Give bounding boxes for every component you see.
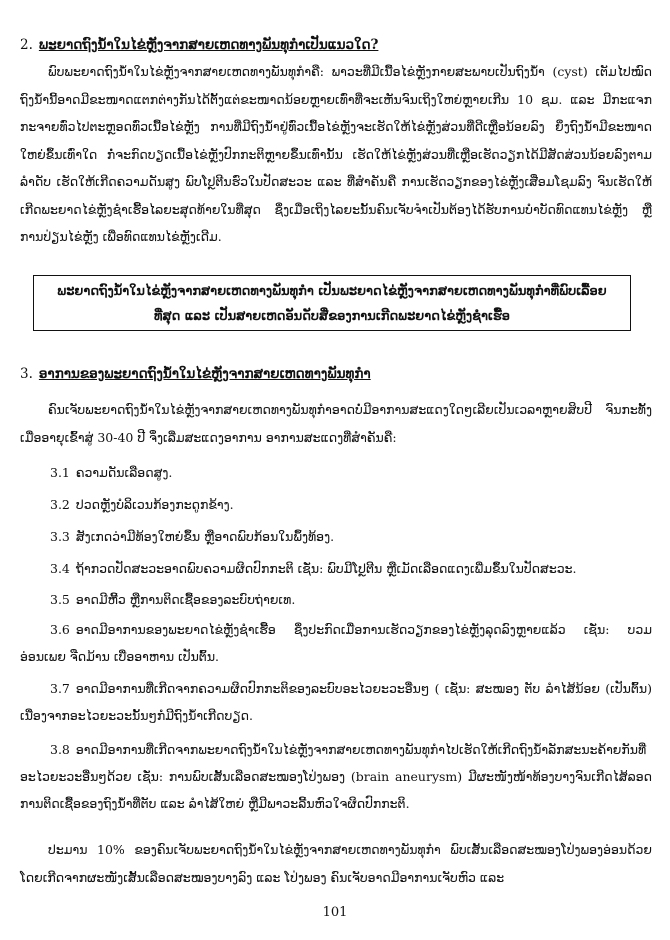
section-2-heading: [20, 35, 650, 55]
section-2-paragraph: ພົບພະຍາດຖົງນ້ຳໃນໄຂ່ຫຼັງຈາກສາຍເຫດທາງພັນທຸກຳຄື: ພາວະທີ່ມີເນື້ອໄຂ່ຫຼັງກາຍສະພາບເປັນຖົງນ້ຳ (cyst) ເຕັມໄປໝົດ ຖົງນ້ຳນີ້ອາດມີຂະໜາດແຕກຕ່າງກັນໄດ້ຕັ້ງແຕ່ຂະໜາດນ້ອຍຫຼາຍເທົ່າທີ່ຈະເຫັນຈົນເຖິງໃຫຍ່ຫຼາຍເກີນ 10 ຊມ. ແລະ ມີກະແຈກກະຈາຍທົ່ວໄປຕະຫຼອດທົ່ວເນື້ອໄຂ່ຫຼັງ ການທີ່ມີຖົງນ້ຳຢູ່ທົ່ວເນື້ອໄຂ່ຫຼັງຈະເຮັດໃຫ້ໄຂ່ຫຼັງສ່ວນທີ່ດີເຫຼືອນ້ອຍລົງ ຍິ່ງຖົງນ້ຳມີຂະໜາດໃຫຍ່ຂຶ້ນເທົ່າໃດ ກໍ່ຈະກົດບຽດເນື້ອໄຂ່ຫຼັງປົກກະຕິຫຼາຍຂຶ້ນເທົ່ານັ້ນ ເຮັດໃຫ້ໄຂ່ຫຼັງສ່ວນທີ່ເຫຼືອເຮັດວຽກໄດ້ມີສັດສ່ວນນ້ອຍລົງຕາມລຳດັບ ເຮັດໃຫ້ເກີດຄວາມດັນສູງ ພົບໂປຼຕີນຮົ່ວໃນປັດສະວະ ແລະ ທີ່ສຳຄັນຄື ການເຮັດວຽກຂອງໄຂ່ຫຼັງເສື່ອມໂຊມລົງ ຈົນເຮັດໃຫ້ເກີດພະຍາດໄຂ່ຫຼັງຊຳເຮື້ອໄລຍະສຸດທ້າຍໃນທີ່ສຸດ ຊຶ່ງເມື່ອເຖິງໄລຍະນັ້ນຄົນເຈັບຈຳເປັນຕ້ອງໄດ້ຮັບການບຳບັດທົດແທນໄຂ່ຫຼັງ ຫຼືການປ່ຽນໄຂ່ຫຼັງ ເພື່ອທົດແທນໄຂ່ຫຼັງເດີມ.: [20, 64, 652, 244]
list-item: 3.3 ສັງເກດວ່າມີທ້ອງໃຫຍ່ຂຶ້ນ ຫຼືອາດພົບກ້ອນໃນພຶ້ງທ້ອງ.: [50, 529, 335, 544]
list-item: 3.5 ອາດມີຫີ້ວ ຫຼືການຕິດເຊື້ອຂອງລະບົບຖ່າຍເທ.: [50, 592, 296, 607]
highlight-box-line-2: ທີ່ສຸດ ແລະ ເປັນສາຍເຫດອັນດັບສີ່ຂອງການເກີດພະຍາດໄຂ່ຫຼັງຊຳເຮື້ອ: [153, 309, 511, 324]
list-item: 3.2 ປວດຫຼັງບໍລິເວນກ້ອງກະດູກຂ້າງ.: [50, 497, 234, 512]
section-3-title: ອາການຂອງພະຍາດຖົງນ້ຳໃນໄຂ່ຫຼັງຈາກສາຍເຫດທາງພັນທຸກຳ: [38, 366, 371, 382]
section-3-heading: [20, 364, 650, 384]
section-3-closing: ປະມານ 10% ຂອງຄົນເຈັບພະຍາດຖົງນ້ຳໃນໄຂ່ຫຼັງຈາກສາຍເຫດທາງພັນທຸກຳ ພົບເສັ້ນເລືອດສະໝອງໂປ່ງພອງອ່ອນດ້ວຍ ໂດຍເກີດຈາກຜະໜັງເສັ້ນເລືອດສະໝອງບາງລົງ ແລະ ໂປ່ງພອງ ຄົນເຈັບອາດມີອາການເຈັບຫົວ ແລະ: [20, 842, 652, 885]
list-item: 3.1 ຄວາມດັນເລືອດສູງ.: [50, 465, 173, 480]
list-item: 3.6 ອາດມີອາການຂອງພະຍາດໄຂ່ຫຼັງຊຳເຮື້ອ ຊຶ່ງປະກົດເມື່ອການເຮັດວຽກຂອງໄຂ່ຫຼັງລຸດລົງຫຼາຍແລ້ວ ເຊັ່ນ: ບວມ ອ່ອນເພຍ ຈືດມ້ານ ເບື່ອອາຫານ ເປັນຕົ້ນ.: [20, 622, 652, 664]
list-item: 3.8 ອາດມີອາການທີ່ເກີດຈາກພະຍາດຖົງນ້ຳໃນໄຂ່ຫຼັງຈາກສາຍເຫດທາງພັນທຸກຳໄປເຮັດໃຫ້ເກີດຖົງນ້ຳລັກສະນະຄ້າຍກັນທີ່ອະໄວຍະວະອື່ນໆດ້ວຍ ເຊັ່ນ: ການພົບເສັ້ນເລືອດສະໝອງໂປ່ງພອງ (brain aneurysm) ມີຜະໜັງໜ້າທ້ອງບາງຈົນເກີດໄສ້ລອດ ການຕິດເຊື້ອຂອງຖົງນ້ຳທີ່ຕັບ ແລະ ລຳໄສ້ໃຫຍ່ ຫຼືມີພາວະລີ້ນຫົວໃຈຜິດປົກກະຕິ.: [20, 742, 652, 811]
section-2-title: ພະຍາດຖົງນ້ຳໃນໄຂ່ຫຼັງຈາກສາຍເຫດທາງພັນທຸກຳເປັນແນວໃດ?: [38, 37, 379, 53]
highlight-box-line-1: ພະຍາດຖົງນ້ຳໃນໄຂ່ຫຼັງຈາກສາຍເຫດທາງພັນທຸກຳ ເປັນພະຍາດໄຂ່ຫຼັງຈາກສາຍເຫດທາງພັນທຸກຳທີ່ພົບເລື້ອຍ: [57, 284, 607, 299]
section-2-number: 2.: [20, 37, 33, 53]
highlight-box: [33, 275, 631, 331]
page-number: 101: [322, 905, 348, 920]
list-item: 3.4 ຖ້າກວດປັດສະວະອາດພົບຄວາມຜິດປົກກະຕິ ເຊັ່ນ: ພົບມີໂປຼຕີນ ຫຼືເມັດເລືອດແດງເພີ່ມຂຶ້ນໃນປັດສະວະ.: [50, 561, 577, 576]
section-3-number: 3.: [20, 366, 33, 382]
list-item: 3.7 ອາດມີອາການທີ່ເກີດຈາກຄວາມຜິດປົກກະຕິຂອງລະບົບອະໄວຍະວະອື່ນໆ ( ເຊັ່ນ: ສະໝອງ ຕັບ ລຳໄສ້ນ້ອຍ (ເປັນຕົ້ນ) ເນື່ອງຈາກອະໄວຍະວະນັ້ນໆກໍມີຖົງນ້ຳເກີດບຽດ.: [20, 681, 652, 723]
section-3-intro: ຄົນເຈັບພະຍາດຖົງນ້ຳໃນໄຂ່ຫຼັງຈາກສາຍເຫດທາງພັນທຸກຳອາດບໍ່ມີອາການສະແດງໃດໆເລີຍເປັນເວລາຫຼາຍສິບປີ ຈົນກະທັ້ງເມື່ອອາຍຸເຂົ້າສູ່ 30-40 ປີ ຈຶ່ງເລີ່ມສະແດງອາການ ອາການສະແດງທີ່ສຳຄັນຄື:: [20, 402, 652, 445]
